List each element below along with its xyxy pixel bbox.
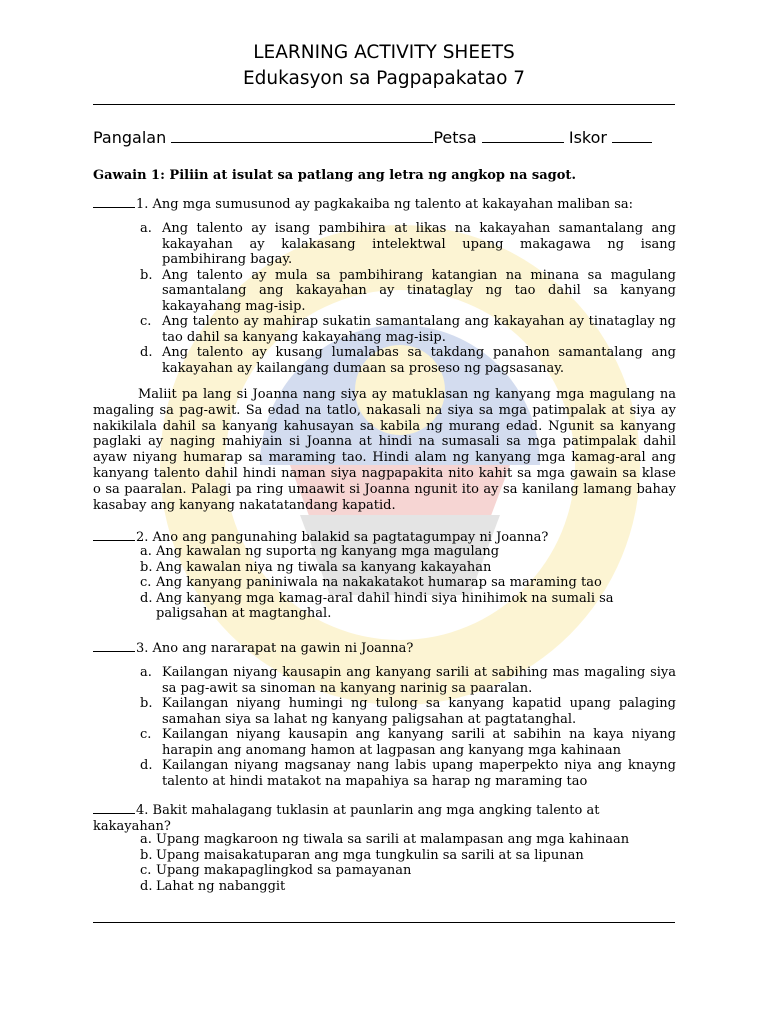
score-field[interactable] bbox=[612, 128, 652, 143]
option bbox=[140, 268, 676, 315]
question-4-options bbox=[140, 832, 676, 894]
date-field[interactable] bbox=[482, 128, 564, 143]
option-text: Ang kawalan ng suporta ng kanyang mga magulang bbox=[156, 544, 500, 559]
option-letter: a. bbox=[140, 665, 152, 680]
option-letter: b. bbox=[140, 696, 153, 711]
option bbox=[140, 758, 676, 789]
question-3-options bbox=[140, 665, 676, 789]
option-text: Upang magkaroon ng tiwala sa sarili at malampasan ang mga kahinaan bbox=[156, 832, 630, 847]
question-4 bbox=[93, 801, 633, 834]
option bbox=[140, 696, 676, 727]
page-title: LEARNING ACTIVITY SHEETS bbox=[253, 42, 515, 63]
option-text: Ang kanyang mga kamag-aral dahil hindi siya hinihimok na sumali sa paligsahan at magtanghal. bbox=[156, 590, 614, 621]
option-text: Ang talento ay mula sa pambihirang katangian na minana sa magulang samantalang ang kakayahan ay tinataglay ng tao dahil sa kanyang kakayahang mag-isip. bbox=[162, 267, 676, 314]
option-text: Kailangan niyang humingi ng tulong sa kanyang kapatid upang palaging samahan siya sa lahat ng kanyang paligsahan at pagtatanghal. bbox=[162, 696, 676, 727]
option-text: Ang kawalan niya ng tiwala sa kanyang kakayahan bbox=[156, 559, 492, 575]
reading-passage: Maliit pa lang si Joanna nang siya ay matuklasan ng kanyang mga magulang na magaling sa pag-awit. Sa edad na tatlo, nakasali na siya sa mga patimpalak at siya ay nakikilala dahil sa kanyang kahusayan sa kabila ng murang edad. Ngunit sa kanyang paglaki ay naging mahiyain si Joanna at hindi na sumasali sa mga patimpalak dahil ayaw niyang humarap sa maraming tao. Hindi alam ng kanyang mga kamag-aral ang kanyang talento dahil hindi naman siya nagpapakita nito kahit sa mga gawain sa klase o sa paaralan. Palagi pa ring umaawit si Joanna ngunit ito ay sa kanilang lamang bahay kasabay ang kanyang nakatatandang kapatid. bbox=[93, 387, 676, 513]
option bbox=[140, 314, 676, 345]
option-letter: a. bbox=[140, 832, 152, 847]
question-3 bbox=[93, 639, 677, 657]
question-text: Ano ang pangunahing balakid sa pagtatagumpay ni Joanna? bbox=[152, 530, 549, 545]
name-field[interactable] bbox=[171, 128, 433, 143]
option-letter: d. bbox=[140, 345, 153, 360]
activity-instruction: Gawain 1: Piliin at isulat sa patlang ang letra ng angkop na sagot. bbox=[93, 168, 576, 183]
option bbox=[140, 345, 676, 376]
option-letter: b. bbox=[140, 267, 153, 283]
option-text: Ang talento ay kusang lumalabas sa takdang panahon samantalang ang kakayahan ay kailangang dumaan sa proseso ng pagsasanay. bbox=[162, 345, 676, 376]
option bbox=[140, 879, 676, 895]
option-letter: d. bbox=[140, 878, 153, 894]
question-1-options bbox=[140, 221, 676, 376]
option-letter: c. bbox=[140, 727, 152, 742]
option bbox=[140, 544, 676, 560]
option bbox=[140, 591, 676, 622]
answer-blank-3[interactable] bbox=[93, 639, 135, 652]
option-text: Upang makapaglingkod sa pamayanan bbox=[156, 863, 412, 878]
bottom-divider bbox=[93, 922, 675, 923]
question-number: 3. bbox=[136, 641, 149, 656]
option-text: Ang talento ay mahirap sukatin samantalang ang kakayahan ay tinataglay ng tao dahil sa kanyang kakayahang mag-isip. bbox=[162, 314, 676, 345]
option-letter: c. bbox=[140, 314, 152, 329]
option-letter: a. bbox=[140, 221, 152, 236]
option-letter: b. bbox=[140, 559, 153, 575]
option-text: Lahat ng nabanggit bbox=[156, 878, 286, 894]
option-text: Kailangan niyang kausapin ang kanyang sarili at sabihing mas magaling siya sa pag-awit sa sinoman na kanyang narinig sa paaralan. bbox=[162, 665, 676, 696]
option bbox=[140, 560, 676, 576]
question-2-options bbox=[140, 544, 676, 622]
option bbox=[140, 863, 676, 879]
option bbox=[140, 665, 676, 696]
question-text: Ano ang nararapat na gawin ni Joanna? bbox=[152, 641, 414, 656]
question-number: 1. bbox=[136, 197, 149, 212]
option-letter: d. bbox=[140, 758, 153, 773]
option-text: Ang talento ay isang pambihira at likas na kakayahan samantalang ang kakayahan ay kalakasang intelektwal upang makagawa ng isang pambihirang bagay. bbox=[162, 221, 676, 267]
question-text: Bakit mahalagang tuklasin at paunlarin ang mga angking talento at kakayahan? bbox=[93, 803, 600, 834]
top-divider bbox=[93, 104, 675, 105]
question-number: 2. bbox=[136, 530, 149, 545]
option-text: Ang kanyang paniniwala na nakakatakot humarap sa maraming tao bbox=[156, 575, 602, 590]
question-text: Ang mga sumusunod ay pagkakaiba ng talento at kakayahan maliban sa: bbox=[152, 197, 634, 212]
option-letter: a. bbox=[140, 544, 152, 559]
date-label: Petsa bbox=[433, 128, 477, 147]
option bbox=[140, 575, 676, 591]
question-2 bbox=[93, 528, 677, 546]
page-subtitle: Edukasyon sa Pagpapakatao 7 bbox=[242, 68, 526, 89]
option bbox=[140, 221, 676, 268]
option-text: Kailangan niyang kausapin ang kanyang sarili at sabihin na kaya niyang harapin ang anomang hamon at lagpasan ang kanyang mga kahinaan bbox=[162, 727, 676, 758]
name-label: Pangalan bbox=[93, 128, 167, 147]
option-letter: c. bbox=[140, 575, 152, 590]
option bbox=[140, 727, 676, 758]
option bbox=[140, 848, 676, 864]
answer-blank-4[interactable] bbox=[93, 801, 135, 814]
question-1 bbox=[93, 195, 677, 213]
option-text: Kailangan niyang magsanay nang labis upang maperpekto niya ang knayng talento at hindi matakot na mapahiya sa harap ng maraming tao bbox=[162, 758, 676, 789]
option-letter: c. bbox=[140, 863, 152, 878]
option-text: Upang maisakatuparan ang mga tungkulin sa sarili at sa lipunan bbox=[156, 847, 584, 863]
answer-blank-2[interactable] bbox=[93, 528, 135, 541]
option bbox=[140, 832, 676, 848]
score-label: Iskor bbox=[568, 128, 607, 147]
option-letter: d. bbox=[140, 590, 153, 606]
option-letter: b. bbox=[140, 847, 153, 863]
question-number: 4. bbox=[136, 803, 149, 818]
answer-blank-1[interactable] bbox=[93, 195, 135, 208]
student-info-fields bbox=[93, 128, 693, 147]
